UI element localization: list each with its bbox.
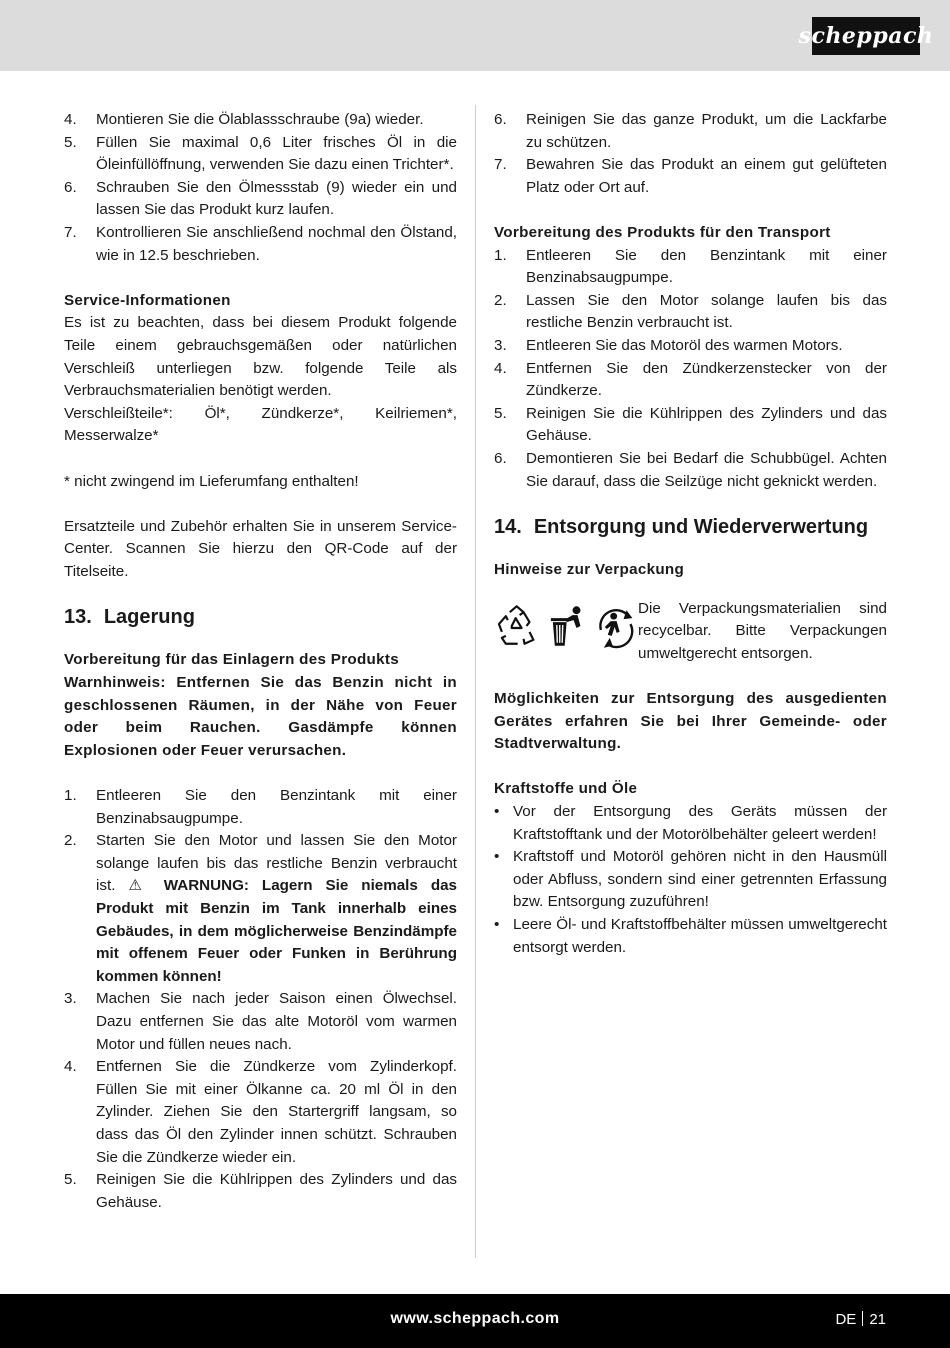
service-info-heading: Service-Informationen [64, 291, 231, 309]
fuel-heading: Kraftstoffe und Öle [494, 780, 638, 798]
list-item: 4. Montieren Sie die Ölablassschraube (9a) wieder. [64, 111, 424, 128]
list-item: 1. Entleeren Sie den Benzintank mit einer Benzinabsaugpumpe. [64, 787, 457, 827]
list-item: 3. Entleeren Sie das Motoröl des warmen Motors. [494, 336, 843, 354]
list-item: 5. Füllen Sie maximal 0,6 Liter frisches Öl in die Öleinfüllöffnung, verwenden Sie dazu einen Trichter*. [64, 133, 457, 174]
storage-steps [64, 785, 457, 1214]
list-item: 7. Bewahren Sie das Produkt an einem gut gelüfteten Platz oder Ort auf. [494, 156, 887, 196]
spare-parts-text: Ersatzteile und Zubehör erhalten Sie in unserem Service-Center. Scannen Sie hierzu den QR-Code auf der Titelseite. [64, 517, 457, 580]
service-info-text: Es ist zu beachten, dass bei diesem Produkt folgende Teile einem gebrauchsgemäßen oder natürlichen Verschleiß unterliegen bzw. folgende Teile als Verbrauchsmaterialien benötigt werden. [64, 314, 457, 400]
trash-bin-person-icon [543, 602, 588, 652]
recycle-icon [494, 602, 539, 652]
footer-url: www.scheppach.com [390, 1310, 560, 1327]
transport-heading: Vorbereitung des Produkts für den Transport [494, 223, 831, 241]
brand-logo: scheppach [812, 17, 920, 55]
footer-bar [0, 1294, 950, 1348]
footnote: * nicht zwingend im Lieferumfang enthalten! [64, 472, 359, 490]
column-divider [475, 105, 476, 1258]
list-item: 1. Entleeren Sie den Benzintank mit einer Benzinabsaugpumpe. [494, 246, 887, 287]
list-item: 6. Reinigen Sie das ganze Produkt, um die Lackfarbe zu schützen. [494, 111, 887, 151]
fuel-bullets [494, 801, 887, 959]
transport-steps [494, 245, 887, 494]
list-item: • Vor der Entsorgung des Geräts müssen der Kraftstofftank und der Motorölbehälter geleert werden! [494, 801, 887, 846]
list-item: 5. Reinigen Sie die Kühlrippen des Zylinders und das Gehäuse. [64, 1171, 457, 1211]
section-13-heading: 13. Lagerung [64, 606, 195, 629]
list-item: 5. Reinigen Sie die Kühlrippen des Zylinders und das Gehäuse. [494, 404, 887, 445]
section-14-heading: 14. Entsorgung und Wiederverwertung [494, 516, 869, 539]
list-item: 6. Demontieren Sie bei Bedarf die Schubbügel. Achten Sie darauf, dass die Seilzüge nicht geknickt werden. [494, 449, 887, 490]
list-item: 4. Entfernen Sie den Zündkerzenstecker von der Zündkerze. [494, 359, 887, 400]
recycle-person-icon [593, 602, 638, 652]
storage-steps-continued [494, 109, 887, 199]
storage-prep-heading: Vorbereitung für das Einlagern des Produkts [64, 651, 399, 669]
list-item: • Leere Öl- und Kraftstoffbehälter müssen umweltgerecht entsorgt werden. [494, 914, 887, 959]
oil-change-steps [64, 109, 457, 267]
page-number: DE 21 [835, 1311, 886, 1328]
packaging-icons [494, 598, 638, 652]
list-item: 4. Entfernen Sie die Zündkerze vom Zylinderkopf. Füllen Sie mit einer Ölkanne ca. 20 ml Öl in den Zylinder. Ziehen Sie den Startergriff langsam, so dass das Öl den Zylinder innen schützt. Schrauben Sie die Zündkerze wieder ein. [64, 1058, 457, 1166]
list-item: 2. Lassen Sie den Motor solange laufen bis das restliche Benzin verbraucht ist. [494, 291, 887, 332]
list-item: 3. Machen Sie nach jeder Saison einen Ölwechsel. Dazu entfernen Sie das alte Motoröl vom warmen Motor und füllen neues nach. [64, 990, 457, 1053]
list-item: 2. Starten Sie den Motor und lassen Sie den Motor solange laufen bis das restliche Benzin verbraucht ist. ⚠ WARNUNG: Lagern Sie niemals das Produkt mit Benzin im Tank innerhalb eines Gebäudes, in dem möglicherweise Benzindämpfe mit offenem Feuer oder Funken in Berührung kommen können! [64, 832, 457, 985]
storage-warning: Warnhinweis: Entfernen Sie das Benzin nicht in geschlossenen Räumen, in der Nähe von Feuer oder beim Rauchen. Gasdämpfe können Explosionen oder Feuer verursachen. [64, 674, 457, 759]
list-item: 6. Schrauben Sie den Ölmessstab (9) wieder ein und lassen Sie das Produkt kurz laufen. [64, 178, 457, 219]
disposal-options-text: Möglichkeiten zur Entsorgung des ausgedienten Gerätes erfahren Sie bei Ihrer Gemeinde- oder Stadtverwaltung. [494, 690, 887, 753]
warning-text: ⚠ WARNUNG: Lagern Sie niemals das Produkt mit Benzin im Tank innerhalb eines Gebäudes, in dem möglicherweise Benzindämpfe mit offenem Feuer oder Funken in Berührung kommen können! [96, 877, 457, 985]
packaging-text: Die Verpackungsmaterialien sind recycelbar. Bitte Verpackungen umweltgerecht entsorgen. [638, 599, 887, 662]
packaging-notice [494, 598, 887, 666]
right-column [494, 109, 887, 959]
left-column [64, 109, 457, 1214]
list-item: • Kraftstoff und Motoröl gehören nicht in den Hausmüll oder Abfluss, sondern sind einer getrennten Erfassung bzw. Entsorgung zuzuführen! [494, 846, 887, 914]
wear-parts-text: Verschleißteile*: Öl*, Zündkerze*, Keilriemen*, Messerwalze* [64, 404, 457, 445]
packaging-heading: Hinweise zur Verpackung [494, 561, 685, 579]
list-item: 7. Kontrollieren Sie anschließend nochmal den Ölstand, wie in 12.5 beschrieben. [64, 223, 457, 264]
